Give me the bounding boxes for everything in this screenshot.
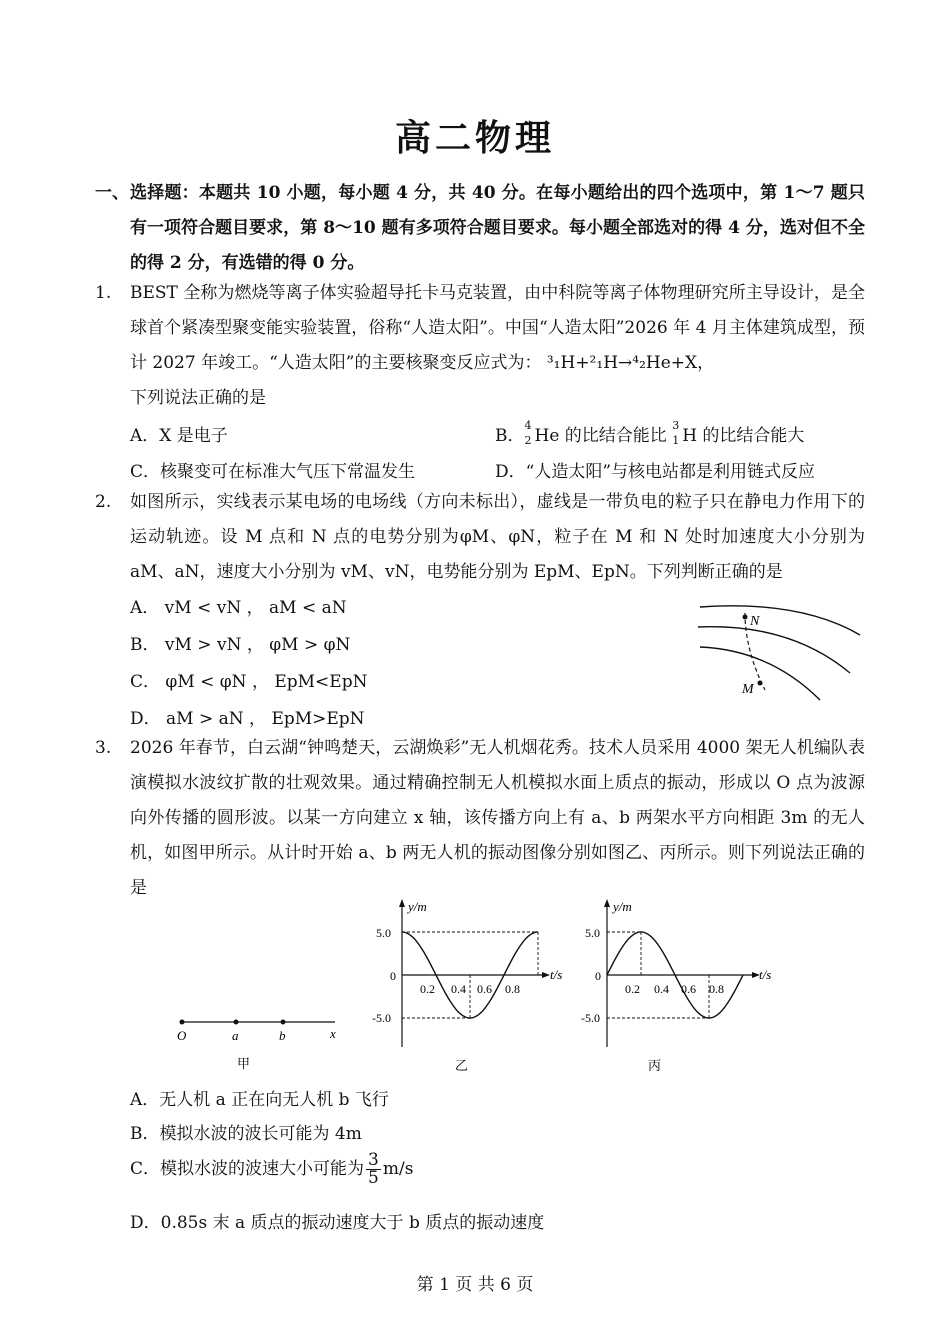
label-a: a bbox=[232, 1028, 239, 1043]
label-m: M bbox=[742, 682, 754, 697]
label-n: N bbox=[750, 614, 760, 629]
option-d: D．0.85s 末 a 质点的振动速度大于 b 质点的振动速度 bbox=[130, 1213, 545, 1233]
caption-bing: 丙 bbox=[648, 1058, 662, 1073]
xtick-4: 0.8 bbox=[505, 982, 520, 996]
question-number: 2. bbox=[95, 492, 112, 512]
numerator: 3 bbox=[368, 1150, 379, 1170]
xtick-4: 0.8 bbox=[709, 982, 724, 996]
page-title: 高二物理 bbox=[394, 117, 555, 159]
denominator: 5 bbox=[368, 1168, 379, 1188]
xtick-3: 0.6 bbox=[681, 982, 696, 996]
field-line-1 bbox=[700, 606, 860, 635]
xtick-2: 0.4 bbox=[654, 982, 669, 996]
page-footer: 第 1 页 共 6 页 bbox=[416, 1275, 534, 1295]
fraction bbox=[366, 1152, 381, 1187]
section-number: 一、 bbox=[95, 183, 129, 203]
section-text: 选择题：本题共 10 小题，每小题 4 分，共 40 分。在每小题给出的四个选项中，第 1～7 题只有一项符合题目要求，第 8～10 题有多项符合题目要求。每小题全部选对的得 4 分，选对但不全的得 2 分，有选错的得 0 分。 bbox=[130, 183, 865, 273]
option-b: B．模拟水波的波长可能为 4m bbox=[130, 1124, 362, 1144]
ytick-pos: 5.0 bbox=[585, 926, 600, 940]
stem-end: 下列说法正确的是 bbox=[130, 388, 266, 408]
option-a: A．X 是电子 bbox=[130, 426, 228, 446]
point-a bbox=[234, 1020, 239, 1025]
isotope-h3: 3 1 bbox=[672, 419, 680, 447]
origin: 0 bbox=[390, 969, 396, 983]
option-c bbox=[130, 1152, 413, 1187]
point-o bbox=[180, 1020, 185, 1025]
caption-jia: 甲 bbox=[237, 1056, 251, 1071]
label-b: b bbox=[279, 1028, 286, 1043]
xlabel: t/s bbox=[759, 967, 772, 982]
question-stem bbox=[130, 276, 865, 416]
option-b: B． vM > vN ， φM > φN bbox=[130, 635, 351, 655]
caption-yi: 乙 bbox=[455, 1058, 469, 1073]
question-2 bbox=[95, 485, 865, 590]
section-instructions bbox=[95, 176, 865, 281]
figure-yi bbox=[360, 895, 575, 1075]
ytick-neg: -5.0 bbox=[372, 1011, 391, 1025]
xtick-2: 0.4 bbox=[451, 982, 466, 996]
origin: 0 bbox=[595, 969, 601, 983]
ylabel: y/m bbox=[613, 899, 632, 914]
option-a: A．无人机 a 正在向无人机 b 飞行 bbox=[130, 1090, 389, 1110]
xtick-1: 0.2 bbox=[625, 982, 640, 996]
isotope-he4: 4 2 bbox=[524, 419, 532, 447]
field-line-figure bbox=[690, 595, 865, 705]
label-o: O bbox=[177, 1028, 187, 1043]
point-n bbox=[743, 615, 748, 620]
option-b-text2: H 的比结合能大 bbox=[682, 426, 805, 446]
question-stem: 如图所示，实线表示某电场的电场线（方向未标出），虚线是一带负电的粒子只在静电力作用下的运动轨迹。设 M 点和 N 点的电势分别为φM、φN，粒子在 M 和 N 处时加速度大小分别为 aM、aN，速度大小分别为 vM、vN，电势能分别为 EpM、EpN。下列判断正确的是 bbox=[130, 492, 865, 582]
option-c: C． φM < φN ， EpM<EpN bbox=[130, 672, 368, 692]
question-number: 3. bbox=[95, 738, 112, 758]
fusion-equation: ³₁H+²₁H→⁴₂He+X， bbox=[546, 353, 715, 373]
field-line-3 bbox=[700, 647, 820, 700]
point-m bbox=[758, 681, 763, 686]
option-c-unit: m/s bbox=[382, 1159, 414, 1179]
ylabel: y/m bbox=[408, 899, 427, 914]
option-b-letter: B． bbox=[495, 426, 525, 446]
option-d: D． aM > aN ， EpM>EpN bbox=[130, 709, 365, 729]
point-b bbox=[281, 1020, 286, 1025]
label-x: x bbox=[330, 1026, 336, 1041]
figure-bing bbox=[575, 895, 790, 1075]
figure-jia bbox=[170, 1010, 350, 1075]
question-stem: 2026 年春节，白云湖“钟鸣楚天，云湖焕彩”无人机烟花秀。技术人员采用 4000 架无人机编队表演模拟水波纹扩散的壮观效果。通过精确控制无人机模拟水面上质点的振动，形成以 O 点为波源向外传播的圆形波。以某一方向建立 x 轴，该传播方向上有 a、b 两架水平方向相距 3m 的无人机，如图甲所示。从计时开始 a、b 两无人机的振动图像分别如图乙、丙所示。则下列说法正确的是 bbox=[130, 738, 865, 898]
option-b bbox=[495, 421, 804, 446]
option-b-text1: He 的比结合能比 bbox=[534, 426, 667, 446]
question-3 bbox=[95, 731, 865, 906]
option-c-text: C．模拟水波的波速大小可能为 bbox=[130, 1159, 365, 1179]
option-a: A． vM < vN ， aM < aN bbox=[130, 598, 347, 618]
xtick-3: 0.6 bbox=[477, 982, 492, 996]
xtick-1: 0.2 bbox=[420, 982, 435, 996]
option-d: D．“人造太阳”与核电站都是利用链式反应 bbox=[495, 462, 816, 482]
stem-text: BEST 全称为燃烧等离子体实验超导托卡马克装置，由中科院等离子体物理研究所主导设计，是全球首个紧凑型聚变能实验装置，俗称“人造太阳”。中国“人造太阳”2026 年 4 月主体建筑成型，预计 2027 年竣工。“人造太阳”的主要核聚变反应式为： bbox=[130, 283, 865, 373]
question-number: 1. bbox=[95, 283, 112, 303]
ytick-pos: 5.0 bbox=[376, 926, 391, 940]
ytick-neg: -5.0 bbox=[581, 1011, 600, 1025]
option-c: C．核聚变可在标准大气压下常温发生 bbox=[130, 462, 416, 482]
question-1 bbox=[95, 276, 865, 416]
xlabel: t/s bbox=[550, 967, 563, 982]
